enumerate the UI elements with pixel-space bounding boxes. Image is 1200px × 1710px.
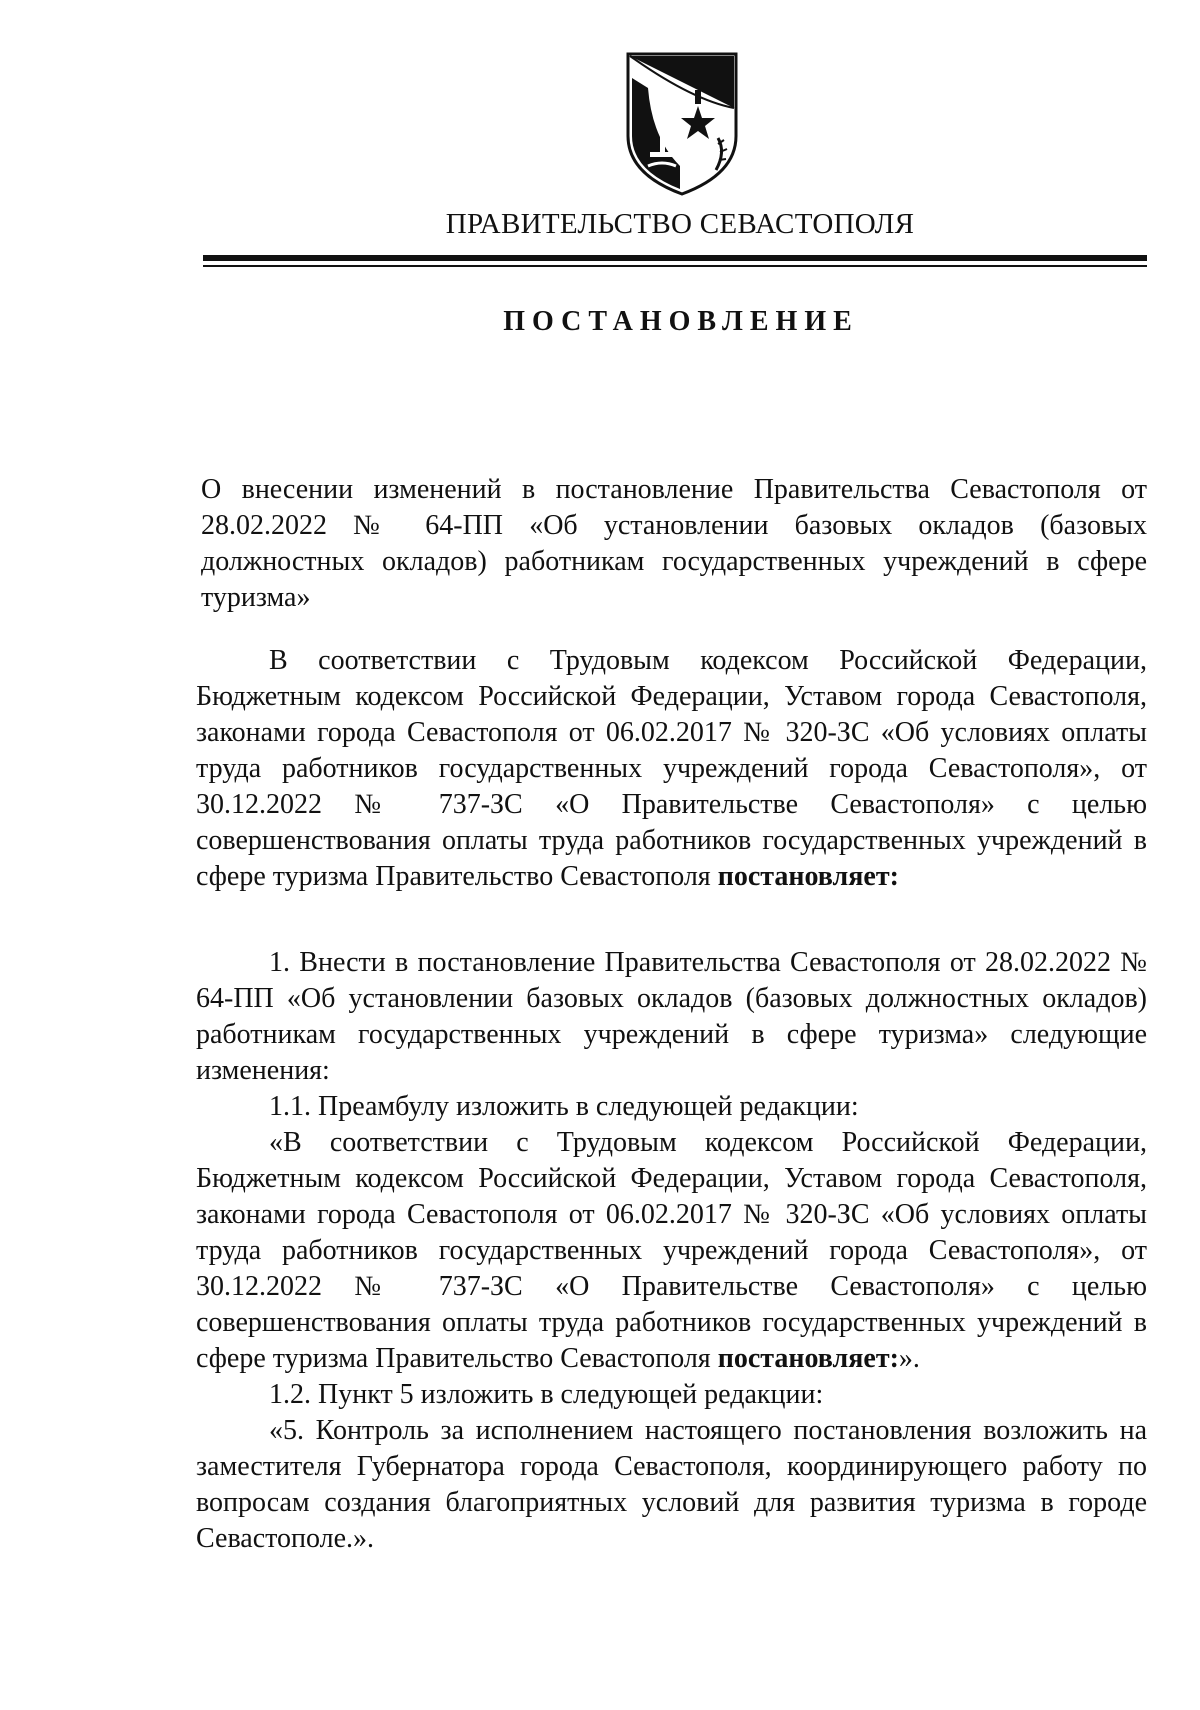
orders-section xyxy=(196,945,1147,1557)
preamble-text: В соответствии с Трудовым кодексом Российской Федерации, Бюджетным кодексом Российской Федерации, Уставом города Севастополя, законами города Севастополя от 06.02.2017 № 320-ЗС «Об условиях оплаты труда работников государственных учреждений города Севастополя», от 30.12.2022 № 737-ЗС «О Правительстве Севастополя» с целью совершенствования оплаты труда работников государственных учреждений в сфере туризма Правительство Севастополя xyxy=(196,645,1147,892)
item-1-1-quote-keyword: постановляет: xyxy=(717,1343,899,1374)
header-divider-thick xyxy=(203,255,1147,261)
document-type-heading: ПОСТАНОВЛЕНИЕ xyxy=(503,306,859,337)
item-1-2: 1.2. Пункт 5 изложить в следующей редакции: xyxy=(269,1379,824,1410)
preamble-keyword: постановляет: xyxy=(717,861,899,892)
header-divider-thin xyxy=(203,265,1147,267)
sevastopol-coat-of-arms-icon xyxy=(622,48,742,198)
preamble-paragraph xyxy=(196,643,1147,895)
item-1-1-quote xyxy=(196,1125,1147,1377)
item-1-1-quote-end: ». xyxy=(898,1343,920,1374)
organization-name: ПРАВИТЕЛЬСТВО СЕВАСТОПОЛЯ xyxy=(445,208,915,240)
preamble-section xyxy=(196,643,1147,895)
item-1-1-quote-text: «В соответствии с Трудовым кодексом Российской Федерации, Бюджетным кодексом Российской Федерации, Уставом города Севастополя, законами города Севастополя от 06.02.2017 № 320-ЗС «Об условиях оплаты труда работников государственных учреждений города Севастополя», от 30.12.2022 № 737-ЗС «О Правительстве Севастополя» с целью совершенствования оплаты труда работников государственных учреждений в сфере туризма Правительство Севастополя xyxy=(196,1127,1147,1374)
document-title: О внесении изменений в постановление Правительства Севастополя от 28.02.2022 № 64-ПП «Об установлении базовых окладов (базовых должностных окладов) работникам государственных учреждений в сфере туризма» xyxy=(201,474,1147,613)
item-1: 1. Внести в постановление Правительства Севастополя от 28.02.2022 № 64-ПП «Об установлении базовых окладов (базовых должностных окладов) работникам государственных учреждений в сфере туризма» следующие изменения: xyxy=(196,947,1147,1086)
item-1-1: 1.1. Преамбулу изложить в следующей редакции: xyxy=(269,1091,859,1122)
item-1-2-quote: «5. Контроль за исполнением настоящего постановления возложить на заместителя Губернатора города Севастополя, координирующего работу по вопросам создания благоприятных условий для развития туризма в городе Севастополе.». xyxy=(196,1415,1147,1554)
